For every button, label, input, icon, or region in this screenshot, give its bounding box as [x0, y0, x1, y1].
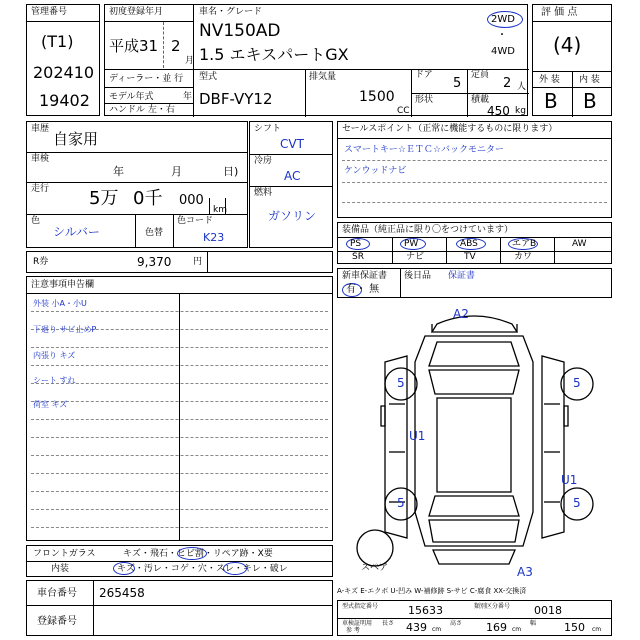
soubi-sr: SR	[352, 252, 364, 262]
diag-spare-label: スペア	[361, 563, 389, 573]
color-code-label: 色コード	[177, 216, 214, 226]
gaiso-grade: B	[544, 89, 558, 113]
naiso-row-label: 内装	[51, 564, 70, 574]
spec-length-label: 長さ	[382, 620, 395, 627]
soubi-navi: ナビ	[406, 252, 425, 262]
gaiso-label: 外 装	[539, 75, 560, 85]
soubi-box	[337, 222, 612, 264]
dealer-label: ディーラー・並 行	[109, 74, 184, 84]
shodo-month: 2	[171, 37, 181, 55]
hosho-val: 有・ 無	[346, 284, 380, 295]
spec-height: 169	[486, 621, 507, 634]
shift-value: CVT	[280, 137, 304, 151]
spec-row-label1: 車検証明用	[342, 620, 373, 627]
shadai-box	[26, 580, 333, 636]
mechanics-box	[249, 121, 333, 248]
chui-line-4: シート すれ	[33, 376, 76, 385]
sales-point-box	[337, 121, 612, 218]
color-value: シルバー	[53, 225, 100, 239]
chui-box	[26, 276, 333, 541]
soubi-pw: PW	[404, 239, 419, 249]
teiin-unit: 人	[517, 82, 527, 92]
shodo-month-unit: 月	[185, 56, 195, 66]
diag-u1-left: U1	[409, 429, 426, 443]
sales-line1: スマートキー☆ＥＴＣ☆バックモニター	[344, 145, 504, 155]
door-label: ドア	[415, 70, 433, 80]
shodo-label: 初度登録年月	[109, 7, 164, 17]
vehicle-info-box	[104, 4, 528, 116]
handle-label: ハンドル 左・右	[109, 105, 175, 115]
soko-sen: 0千	[133, 188, 163, 209]
shaken-label: 車検	[31, 154, 50, 164]
car-outline-svg	[337, 302, 612, 582]
rken-value: 9,370	[137, 255, 172, 269]
soubi-airb: エアB	[512, 239, 537, 249]
hyoka-score: (4)	[553, 33, 582, 57]
spec-height-label: 高さ	[450, 620, 463, 627]
nenryo-label: 燃料	[254, 188, 273, 198]
color-label: 色	[31, 216, 41, 226]
spec-height-unit: cm	[512, 626, 522, 633]
sekisai-value: 450	[487, 104, 510, 118]
spec-ruibetsu-label: 類別区分番号	[474, 603, 511, 610]
shareki-label: 車歴	[31, 124, 50, 134]
diag-5-fr: 5	[573, 376, 581, 390]
front-glass-text: キズ・飛石・ヒビ割・リペア跡・X要	[123, 549, 273, 559]
kanri-box	[26, 4, 100, 116]
rken-box	[26, 251, 333, 273]
haiki-unit: CC	[397, 106, 410, 116]
chui-line-1: 外装 小A・小U	[33, 299, 87, 308]
shareki-value: 自家用	[53, 130, 99, 148]
hosho-ato-value: 保証書	[448, 271, 476, 281]
model-year-label: モデル年式	[109, 92, 154, 102]
sekisai-label: 積載	[471, 95, 490, 105]
drive-2wd: 2WD	[491, 14, 515, 25]
soubi-tv: TV	[464, 252, 476, 262]
diag-a2: A2	[453, 307, 469, 321]
front-glass-label: フロントガラス	[33, 549, 96, 559]
reibo-label: 冷房	[254, 156, 273, 166]
hyoka-label: 評 価 点	[541, 7, 578, 18]
diag-5-rl: 5	[397, 496, 405, 510]
shaken-month: 月	[171, 165, 182, 178]
sekisai-unit: kg	[515, 106, 526, 116]
kanri-number1: 202410	[33, 63, 95, 82]
spec-row-label2: 参 考	[346, 627, 360, 634]
shodo-era: 平成31	[109, 37, 159, 55]
shokae-label: 色替	[145, 228, 164, 238]
shaken-year: 年	[113, 165, 124, 178]
chui-label: 注意事項申告欄	[31, 280, 95, 290]
soko-label: 走行	[31, 184, 50, 194]
hosho-ato-label: 後日品	[404, 271, 432, 281]
spec-width-unit: cm	[592, 626, 602, 633]
soubi-label: 装備品（純正品に限り〇をつけています）	[342, 225, 514, 235]
spec-katashiki: 15633	[408, 604, 443, 617]
door-value: 5	[453, 76, 462, 91]
keijo-label: 形状	[415, 95, 434, 105]
rken-label: R券	[33, 257, 49, 267]
soubi-abs: ABS	[460, 239, 478, 249]
soko-unit: km	[213, 205, 227, 215]
katashiki-label: 型式	[199, 72, 218, 82]
chui-line-3: 内張り キズ	[33, 351, 76, 360]
spec-katashiki-label: 型式指定番号	[342, 603, 379, 610]
haiki-label: 排気量	[309, 72, 337, 82]
diag-5-rr: 5	[573, 496, 581, 510]
shamei-label: 車名・グレード	[199, 7, 263, 17]
shamei-name: NV150AD	[199, 21, 281, 41]
diag-u1-right: U1	[561, 473, 578, 487]
soubi-aw: AW	[572, 239, 587, 249]
soko-rest: 000	[179, 193, 204, 208]
shift-label: シフト	[254, 124, 282, 134]
spec-width-label: 幅	[530, 620, 537, 627]
spec-length: 439	[406, 621, 427, 634]
hyoka-box	[532, 4, 612, 116]
car-diagram	[337, 302, 612, 582]
drive-4wd: 4WD	[491, 46, 515, 57]
drive-dot: ・	[497, 30, 507, 41]
naiso-grade: B	[583, 89, 597, 113]
soko-man: 5万	[89, 188, 119, 209]
rken-unit: 円	[193, 257, 203, 267]
kanri-t-code: (T1)	[41, 32, 74, 51]
kanri-number2: 19402	[39, 91, 90, 110]
chui-line-5: 荷室 キズ	[33, 400, 68, 409]
spec-length-unit: cm	[432, 626, 442, 633]
teiin-label: 定員	[471, 70, 490, 80]
kanri-label: 管理番号	[31, 7, 68, 17]
reibo-value: AC	[284, 169, 301, 183]
chui-line-2: 下廻り サビ止めP	[33, 325, 97, 334]
sales-line2: ケンウッドナビ	[344, 166, 407, 176]
soubi-ps: PS	[350, 239, 362, 249]
shamei-grade: 1.5 エキスパートGX	[199, 45, 349, 64]
history-box	[26, 121, 248, 248]
naiso-label: 内 装	[579, 75, 600, 85]
diag-a3: A3	[517, 565, 533, 579]
nenryo-value: ガソリン	[268, 209, 317, 223]
sales-label: セールスポイント（正常に機能するものに限ります）	[342, 124, 558, 134]
shaken-day: 日)	[223, 165, 239, 178]
soubi-kawa: カワ	[514, 252, 533, 262]
naiso-row-text: キズ・汚レ・コゲ・穴・スレ・キレ・破レ	[117, 564, 288, 574]
shadai-value: 265458	[99, 586, 145, 600]
hosho-new-label: 新車保証書	[342, 271, 388, 281]
diag-5-fl: 5	[397, 376, 405, 390]
glass-interior-box	[26, 545, 333, 577]
haiki-value: 1500	[359, 89, 395, 105]
teiin-value: 2	[503, 76, 512, 91]
hosho-box	[337, 268, 612, 298]
spec-box	[337, 600, 612, 636]
katashiki-value: DBF-VY12	[199, 90, 273, 108]
damage-legend: A-キズ E-エクボ U-凹み W-補修跡 S-サビ C-腐食 XX-交換済	[337, 587, 527, 595]
toroku-label: 登録番号	[37, 616, 77, 627]
shadai-label: 車台番号	[37, 588, 77, 599]
spec-width: 150	[564, 621, 585, 634]
color-code: K23	[203, 231, 225, 244]
spec-ruibetsu: 0018	[534, 604, 562, 617]
model-year-unit: 年	[183, 92, 193, 102]
